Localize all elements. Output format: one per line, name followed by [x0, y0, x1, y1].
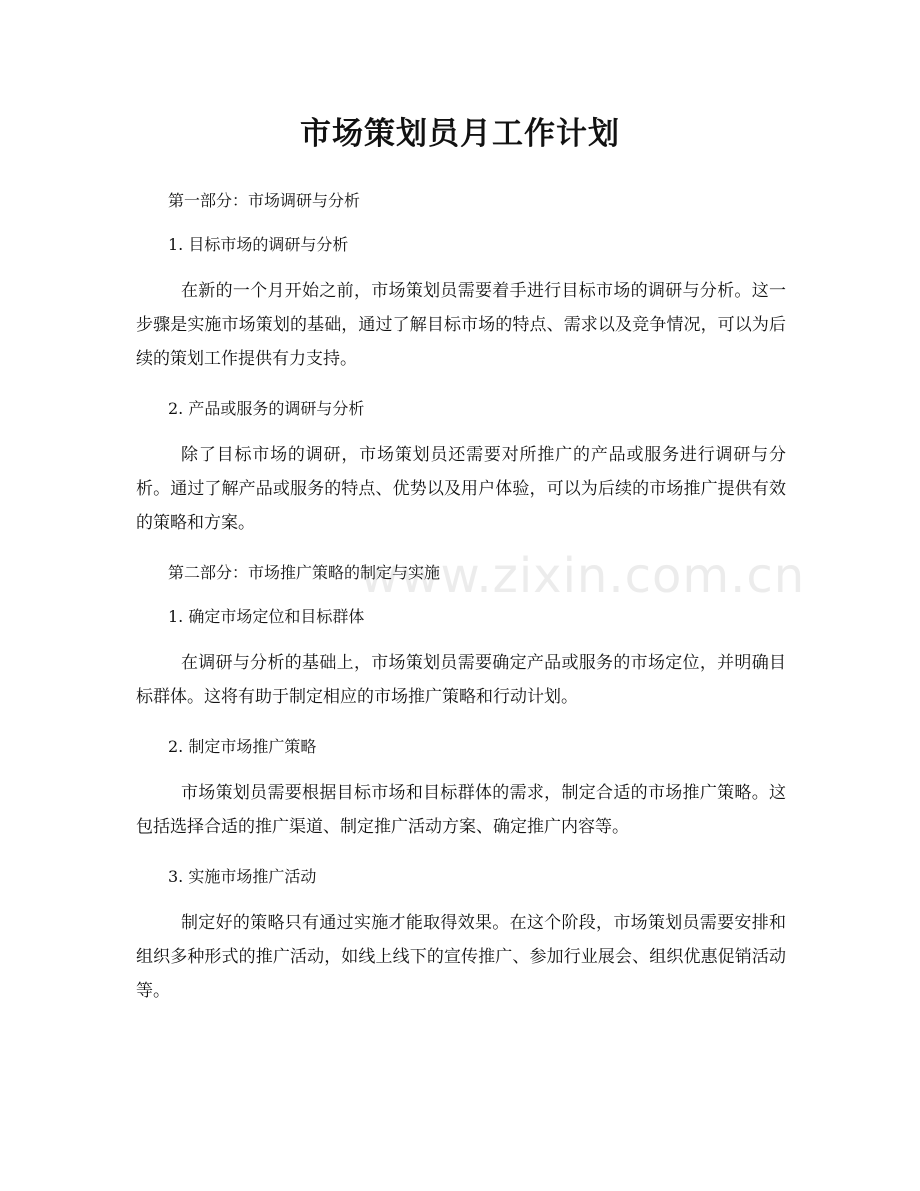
part1-item1-heading: 1. 目标市场的调研与分析	[168, 235, 349, 254]
part2-item3-body: 制定好的策略只有通过实施才能取得效果。在这个阶段，市场策划员需要安排和组织多种形式的推广活动，如线上线下的宣传推广、参加行业展会、组织优惠促销活动等。	[136, 913, 786, 1001]
part1-heading: 第一部分：市场调研与分析	[168, 191, 361, 210]
document-body	[136, 186, 786, 1008]
part1-item2-heading: 2. 产品或服务的调研与分析	[168, 399, 365, 418]
part1-item1-body: 在新的一个月开始之前，市场策划员需要着手进行目标市场的调研与分析。这一步骤是实施市场策划的基础，通过了解目标市场的特点、需求以及竞争情况，可以为后续的策划工作提供有力支持。	[136, 281, 786, 369]
part2-item3-heading: 3. 实施市场推广活动	[168, 867, 317, 886]
part2-item2-heading: 2. 制定市场推广策略	[168, 737, 317, 756]
part2-item2-body: 市场策划员需要根据目标市场和目标群体的需求，制定合适的市场推广策略。这包括选择合适的推广渠道、制定推广活动方案、确定推广内容等。	[136, 783, 786, 837]
watermark-text: www.zixin.com.cn	[360, 548, 806, 604]
part2-heading: 第二部分：市场推广策略的制定与实施	[168, 563, 441, 582]
part2-item1-body: 在调研与分析的基础上，市场策划员需要确定产品或服务的市场定位，并明确目标群体。这将有助于制定相应的市场推广策略和行动计划。	[136, 653, 786, 707]
part1-item2-body: 除了目标市场的调研，市场策划员还需要对所推广的产品或服务进行调研与分析。通过了解产品或服务的特点、优势以及用户体验，可以为后续的市场推广提供有效的策略和方案。	[136, 445, 786, 533]
part2-item1-heading: 1. 确定市场定位和目标群体	[168, 607, 365, 626]
document-title: 市场策划员月工作计划	[300, 116, 620, 152]
